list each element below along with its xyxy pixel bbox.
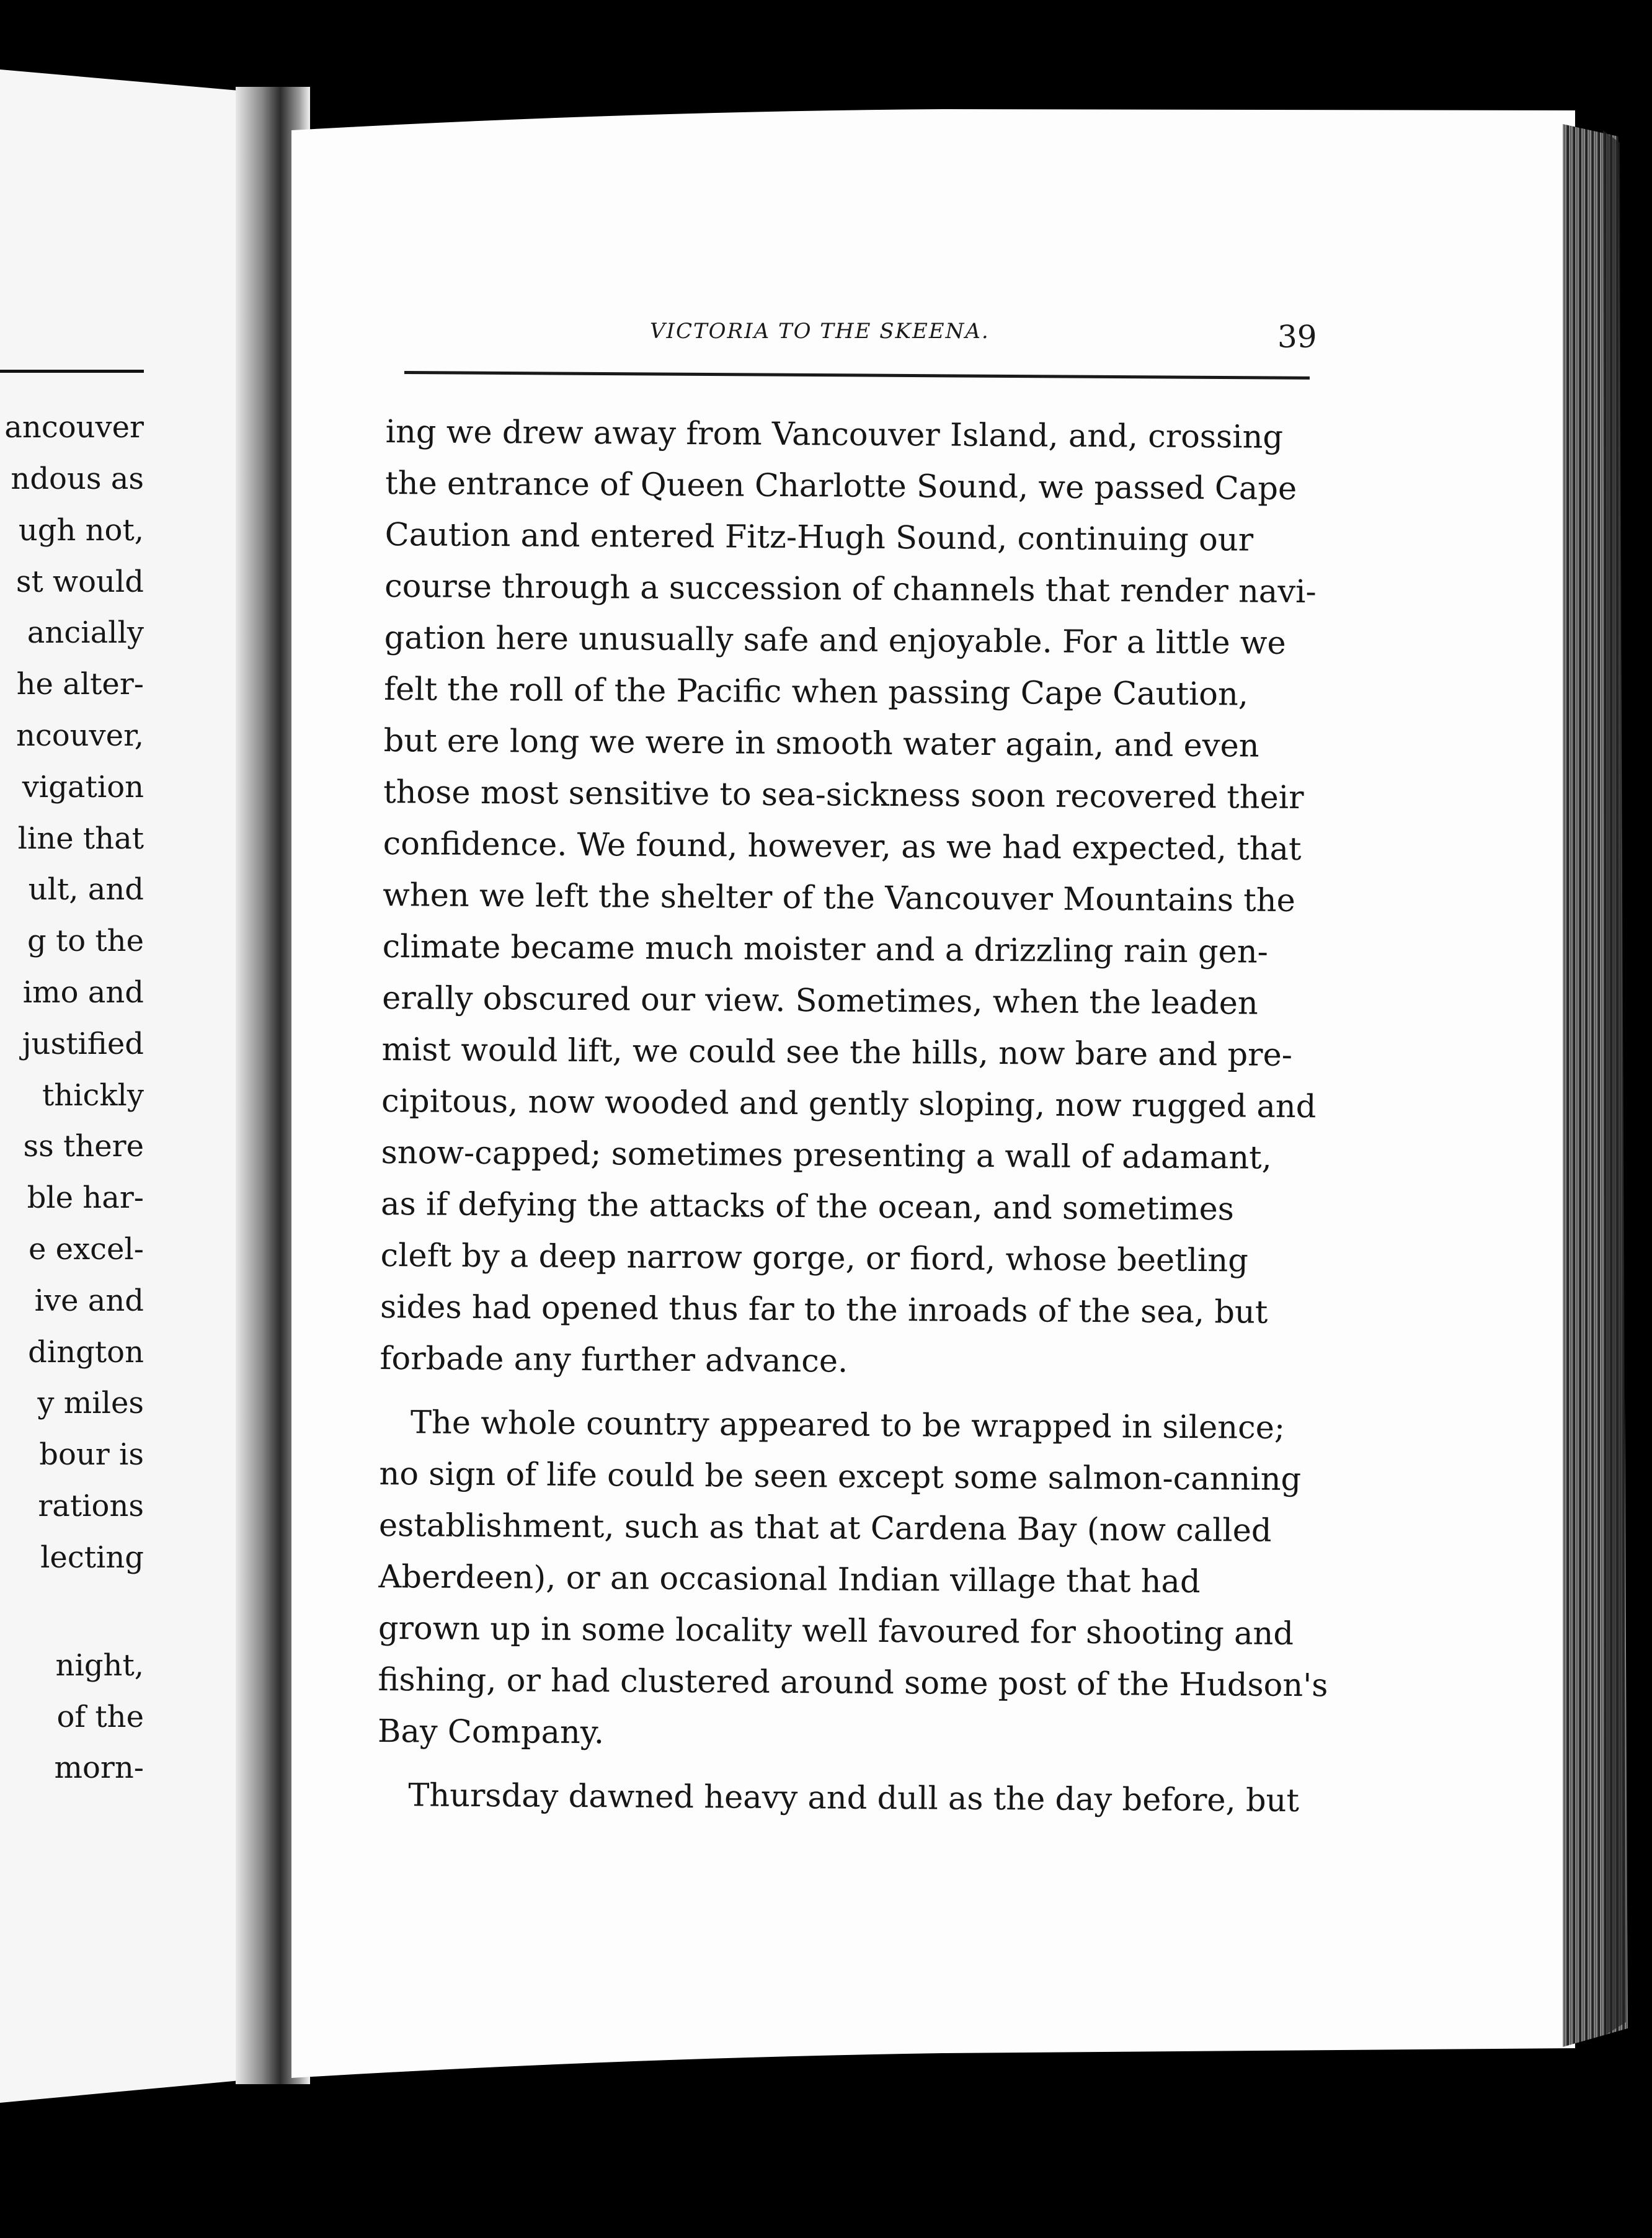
text-line: snow-capped; sometimes presenting a wall of adamant, [381,1134,1272,1177]
left-page-line: bour is [39,1437,144,1472]
text-line: course through a succession of channels that render navi- [384,568,1317,611]
left-page-line: line that [17,821,144,856]
text-line: the entrance of Queen Charlotte Sound, we passed Cape [385,465,1297,507]
page-number: 39 [1277,319,1317,355]
left-page-line: st would [16,564,144,599]
left-page-line: y miles [37,1386,144,1420]
left-page-line: ncouver, [16,718,144,753]
text-line: but ere long we were in smooth water again, and even [383,722,1259,765]
left-page-line: ugh not, [18,513,144,548]
left-page-line: ble har- [27,1180,144,1215]
text-line: Thursday dawned heavy and dull as the day before, but [408,1777,1300,1820]
text-line: fishing, or had clustered around some post of the Hudson's [378,1661,1328,1705]
text-line: cleft by a deep narrow gorge, or fiord, whose beetling [380,1237,1249,1280]
text-line: erally obscured our view. Sometimes, when the leaden [381,979,1258,1022]
left-page-rule [0,370,144,373]
left-page-line: justified [22,1027,144,1061]
left-page-line: vigation [22,770,144,805]
text-line: sides had opened thus far to the inroads of the sea, but [380,1288,1268,1331]
text-line: cipitous, now wooded and gently sloping, now rugged and [381,1082,1317,1126]
left-page-line: morn- [54,1750,144,1785]
paragraph [380,406,1317,1390]
left-page-line: g to the [27,924,144,958]
left-page-line: thickly [42,1078,144,1113]
text-line: confidence. We found, however, as we had expected, that [383,825,1302,868]
text-line: as if defying the attacks of the ocean, and sometimes [380,1185,1235,1228]
left-page-line: ive and [34,1283,144,1318]
left-page-line: ss there [23,1129,144,1164]
left-page-line: rations [38,1489,144,1523]
text-line: mist would lift, we could see the hills, now bare and pre- [381,1031,1293,1074]
left-page-line: night, [55,1648,144,1683]
text-line: no sign of life could be seen except some salmon-canning [379,1455,1302,1499]
text-line: Aberdeen), or an occasional Indian village that had [378,1558,1201,1601]
left-page-line: of the [56,1700,144,1734]
left-page-line: e excel- [29,1232,144,1267]
text-line: when we left the shelter of the Vancouver Mountains the [383,876,1295,919]
text-line: Caution and entered Fitz-Hugh Sound, continuing our [384,516,1254,559]
text-line: forbade any further advance. [380,1340,848,1380]
left-page-line: lecting [40,1540,144,1575]
text-line: The whole country appeared to be wrapped in silence; [410,1404,1286,1447]
left-page-line: ancouver [4,410,144,445]
left-page-line: he alter- [16,667,144,702]
text-line: those most sensitive to sea-sickness soon recovered their [383,773,1304,817]
left-page-line: ancially [27,615,144,650]
text-line: grown up in some locality well favoured for shooting and [378,1610,1294,1652]
text-line: establishment, such as that at Cardena Bay (now called [378,1507,1272,1549]
left-page-line: ndous as [11,461,144,496]
text-line: climate became much moister and a drizzling rain gen- [382,928,1269,971]
running-head: VICTORIA TO THE SKEENA. [650,319,990,344]
text-line: ing we drew away from Vancouver Island, and, crossing [385,413,1284,456]
body-text [377,406,1328,1827]
left-page-line: ult, and [28,872,144,907]
paragraph [377,1770,1304,1827]
text-line: felt the roll of the Pacific when passing Cape Caution, [384,671,1249,713]
text-line: Bay Company. [377,1713,605,1752]
left-page-line: dington [28,1335,144,1370]
paragraph [377,1397,1328,1763]
text-line: gation here unusually safe and enjoyable. For a little we [384,619,1286,662]
left-page-line: imo and [22,975,144,1010]
